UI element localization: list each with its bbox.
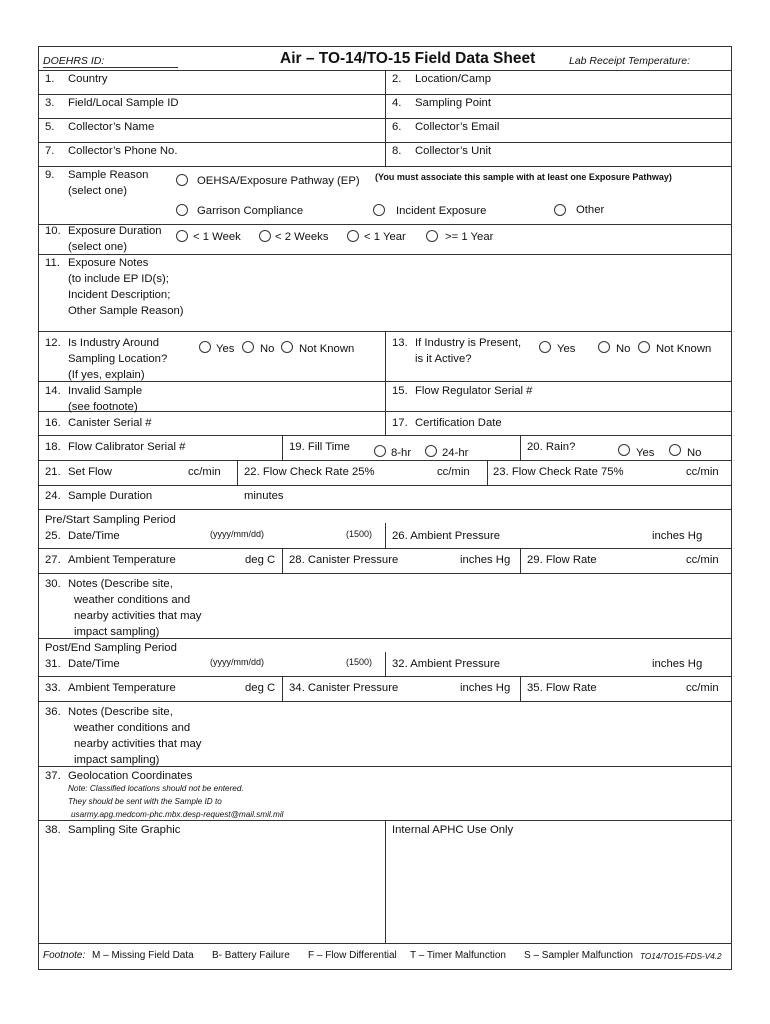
field-number: 17.: [392, 417, 408, 429]
field-number: 18.: [45, 441, 61, 453]
rule: [38, 254, 732, 255]
sample-reason-label: Sample Reason: [68, 169, 149, 181]
post-ambient-temp-unit: deg C: [245, 682, 276, 694]
country-label: Country: [68, 73, 108, 85]
field-number: 30.: [45, 578, 61, 590]
divider: [385, 70, 386, 166]
divider: [282, 435, 283, 460]
reason-ep-note: (You must associate this sample with at least one Exposure Pathway): [375, 172, 672, 182]
post-period-heading: Post/End Sampling Period: [45, 642, 177, 654]
field-number: 3.: [45, 97, 55, 109]
industry-around-line: (If yes, explain): [68, 369, 145, 381]
divider: [385, 523, 386, 548]
duration-1y-label: < 1 Year: [364, 231, 406, 243]
divider: [385, 652, 386, 676]
rule: [38, 485, 732, 486]
divider: [520, 435, 521, 460]
active-unknown-label: Not Known: [656, 343, 712, 355]
collector-email-label: Collector’s Email: [415, 121, 500, 133]
field-number: 15.: [392, 385, 408, 397]
divider: [385, 820, 386, 943]
field-number: 24.: [45, 490, 61, 502]
form-version: TO14/TO15-FDS-V4.2: [640, 952, 722, 961]
reason-other-radio[interactable]: [554, 204, 566, 216]
rule: [38, 166, 732, 167]
duration-2w-label: < 2 Weeks: [275, 231, 329, 243]
footnote-m: M – Missing Field Data: [92, 950, 194, 961]
duration-ge1y-label: >= 1 Year: [445, 231, 494, 243]
field-number: 5.: [45, 121, 55, 133]
divider: [520, 548, 521, 573]
exposure-notes-line: Incident Description;: [68, 289, 171, 301]
field-number: 25.: [45, 530, 61, 542]
industry-around-label: Is Industry Around: [68, 337, 160, 349]
rain-no-label: No: [687, 447, 702, 459]
canister-serial-label: Canister Serial #: [68, 417, 152, 429]
geolocation-label: Geolocation Coordinates: [68, 770, 193, 782]
field-number: 27.: [45, 554, 61, 566]
reason-other-label: Other: [576, 204, 605, 216]
post-notes-label: Notes (Describe site,: [68, 706, 173, 718]
page-title: Air – TO-14/TO-15 Field Data Sheet: [280, 50, 536, 67]
flow-regulator-label: Flow Regulator Serial #: [415, 385, 533, 397]
rule: [38, 548, 732, 549]
field-number: 21.: [45, 466, 61, 478]
field-number: 38.: [45, 824, 61, 836]
active-unknown-radio[interactable]: [638, 341, 650, 353]
post-datetime-label: Date/Time: [68, 658, 120, 670]
post-notes-line: nearby activities that may: [74, 738, 202, 750]
industry-active-line: is it Active?: [415, 353, 472, 365]
pre-notes-label: Notes (Describe site,: [68, 578, 173, 590]
pre-canister-pressure-unit: inches Hg: [460, 554, 511, 566]
sampling-point-label: Sampling Point: [415, 97, 491, 109]
geolocation-note: Note: Classified locations should not be entered.: [68, 784, 244, 793]
footnote-b: B- Battery Failure: [212, 950, 290, 961]
certification-date-label: Certification Date: [415, 417, 502, 429]
fill-24hr-radio[interactable]: [425, 445, 437, 457]
duration-2w-radio[interactable]: [259, 230, 271, 242]
post-flow-rate-unit: cc/min: [686, 682, 719, 694]
field-number: 12.: [45, 337, 61, 349]
sample-duration-label: Sample Duration: [68, 490, 153, 502]
divider: [282, 548, 283, 573]
lab-temp-label: Lab Receipt Temperature:: [569, 55, 691, 67]
post-canister-pressure-label: 34. Canister Pressure: [289, 682, 399, 694]
post-time-format: (1500): [346, 657, 373, 667]
footnote-f: F – Flow Differential: [308, 950, 397, 961]
post-notes-line: weather conditions and: [74, 722, 191, 734]
exposure-notes-line: (to include EP ID(s);: [68, 273, 169, 285]
geolocation-note: They should be sent with the Sample ID to: [68, 797, 222, 806]
post-ambient-temp-label: Ambient Temperature: [68, 682, 176, 694]
pre-ambient-temp-label: Ambient Temperature: [68, 554, 176, 566]
rain-yes-label: Yes: [636, 447, 655, 459]
reason-incident-label: Incident Exposure: [396, 205, 487, 217]
invalid-sample-label: Invalid Sample: [68, 385, 143, 397]
pre-canister-pressure-label: 28. Canister Pressure: [289, 554, 399, 566]
post-flow-rate-label: 35. Flow Rate: [527, 682, 597, 694]
industry-active-label: If Industry is Present,: [415, 337, 522, 349]
rain-yes-radio[interactable]: [618, 444, 630, 456]
pre-period-heading: Pre/Start Sampling Period: [45, 514, 176, 526]
pre-ambient-temp-unit: deg C: [245, 554, 276, 566]
pre-flow-rate-unit: cc/min: [686, 554, 719, 566]
field-number: 11.: [45, 257, 60, 269]
sample-id-label: Field/Local Sample ID: [68, 97, 179, 109]
active-yes-radio[interactable]: [539, 341, 551, 353]
field-number: 10.: [45, 225, 61, 237]
collector-name-label: Collector’s Name: [68, 121, 155, 133]
post-ambient-pressure-label: 32. Ambient Pressure: [392, 658, 501, 670]
active-yes-label: Yes: [557, 343, 576, 355]
sample-duration-unit: minutes: [244, 490, 284, 502]
internal-use-label: Internal APHC Use Only: [392, 824, 514, 836]
active-no-label: No: [616, 343, 631, 355]
industry-yes-label: Yes: [216, 343, 235, 355]
fill-8hr-radio[interactable]: [374, 445, 386, 457]
rule: [38, 676, 732, 677]
flow-check-25-label: 22. Flow Check Rate 25%: [244, 466, 375, 478]
field-number: 1.: [45, 73, 55, 85]
industry-yes-radio[interactable]: [199, 341, 211, 353]
reason-garrison-radio[interactable]: [176, 204, 188, 216]
field-number: 8.: [392, 145, 402, 157]
post-canister-pressure-unit: inches Hg: [460, 682, 511, 694]
post-date-format: (yyyy/mm/dd): [210, 657, 264, 667]
reason-incident-radio[interactable]: [373, 204, 385, 216]
fill-24hr-label: 24-hr: [442, 447, 469, 459]
exposure-duration-label: Exposure Duration: [68, 225, 162, 237]
rule: [38, 435, 732, 436]
set-flow-label: Set Flow: [68, 466, 112, 478]
reason-ep-label: OEHSA/Exposure Pathway (EP): [197, 175, 360, 187]
reason-ep-radio[interactable]: [176, 174, 188, 186]
pre-ambient-pressure-unit: inches Hg: [652, 530, 703, 542]
pre-date-format: (yyyy/mm/dd): [210, 529, 264, 539]
collector-unit-label: Collector’s Unit: [415, 145, 492, 157]
rule: [38, 460, 732, 461]
footnote-t: T – Timer Malfunction: [410, 950, 506, 961]
duration-1w-label: < 1 Week: [193, 231, 241, 243]
post-ambient-pressure-unit: inches Hg: [652, 658, 703, 670]
flow-calibrator-label: Flow Calibrator Serial #: [68, 441, 186, 453]
exposure-notes-label: Exposure Notes: [68, 257, 149, 269]
field-number: 4.: [392, 97, 402, 109]
rule: [38, 509, 732, 510]
field-number: 33.: [45, 682, 61, 694]
industry-unknown-label: Not Known: [299, 343, 355, 355]
footnote-s: S – Sampler Malfunction: [524, 950, 633, 961]
exposure-notes-line: Other Sample Reason): [68, 305, 184, 317]
pre-notes-line: impact sampling): [74, 626, 160, 638]
field-number: 6.: [392, 121, 402, 133]
divider: [282, 676, 283, 701]
active-no-radio[interactable]: [598, 341, 610, 353]
location-camp-label: Location/Camp: [415, 73, 491, 85]
pre-ambient-pressure-label: 26. Ambient Pressure: [392, 530, 501, 542]
duration-1w-radio[interactable]: [176, 230, 188, 242]
collector-phone-label: Collector’s Phone No.: [68, 145, 178, 157]
industry-no-label: No: [260, 343, 275, 355]
sample-reason-hint: (select one): [68, 185, 128, 197]
doehrs-id-underline: [43, 67, 178, 68]
rain-no-radio[interactable]: [669, 444, 681, 456]
duration-1y-radio[interactable]: [347, 230, 359, 242]
flow-check-75-label: 23. Flow Check Rate 75%: [493, 466, 624, 478]
pre-time-format: (1500): [346, 529, 373, 539]
rule: [38, 573, 732, 574]
pre-notes-line: nearby activities that may: [74, 610, 202, 622]
divider: [237, 460, 238, 485]
rule: [38, 943, 732, 944]
duration-ge1y-radio[interactable]: [426, 230, 438, 242]
industry-unknown-radio[interactable]: [281, 341, 293, 353]
set-flow-unit: cc/min: [188, 466, 221, 478]
field-number: 16.: [45, 417, 61, 429]
rain-label: 20. Rain?: [527, 441, 576, 453]
rule: [38, 701, 732, 702]
field-number: 37.: [45, 770, 61, 782]
footnote-label: Footnote:: [43, 950, 86, 961]
divider: [385, 331, 386, 435]
flow-check-25-unit: cc/min: [437, 466, 470, 478]
geolocation-email: usarmy.apg.medcom-phc.mbx.desp-request@mail.smil.mil: [71, 810, 284, 819]
field-number: 36.: [45, 706, 61, 718]
divider: [520, 676, 521, 701]
pre-notes-line: weather conditions and: [74, 594, 191, 606]
pre-flow-rate-label: 29. Flow Rate: [527, 554, 597, 566]
field-number: 9.: [45, 169, 55, 181]
field-number: 31.: [45, 658, 61, 670]
field-number: 2.: [392, 73, 402, 85]
fill-time-label: 19. Fill Time: [289, 441, 350, 453]
flow-check-75-unit: cc/min: [686, 466, 719, 478]
fill-8hr-label: 8-hr: [391, 447, 412, 459]
industry-no-radio[interactable]: [242, 341, 254, 353]
pre-datetime-label: Date/Time: [68, 530, 120, 542]
divider: [487, 460, 488, 485]
invalid-sample-hint: (see footnote): [68, 401, 138, 413]
site-graphic-label: Sampling Site Graphic: [68, 824, 181, 836]
exposure-duration-hint: (select one): [68, 241, 128, 253]
doehrs-id-label: DOEHRS ID:: [43, 55, 105, 67]
field-number: 7.: [45, 145, 55, 157]
field-number: 13.: [392, 337, 408, 349]
industry-around-line: Sampling Location?: [68, 353, 168, 365]
field-number: 14.: [45, 385, 61, 397]
post-notes-line: impact sampling): [74, 754, 160, 766]
reason-garrison-label: Garrison Compliance: [197, 205, 304, 217]
